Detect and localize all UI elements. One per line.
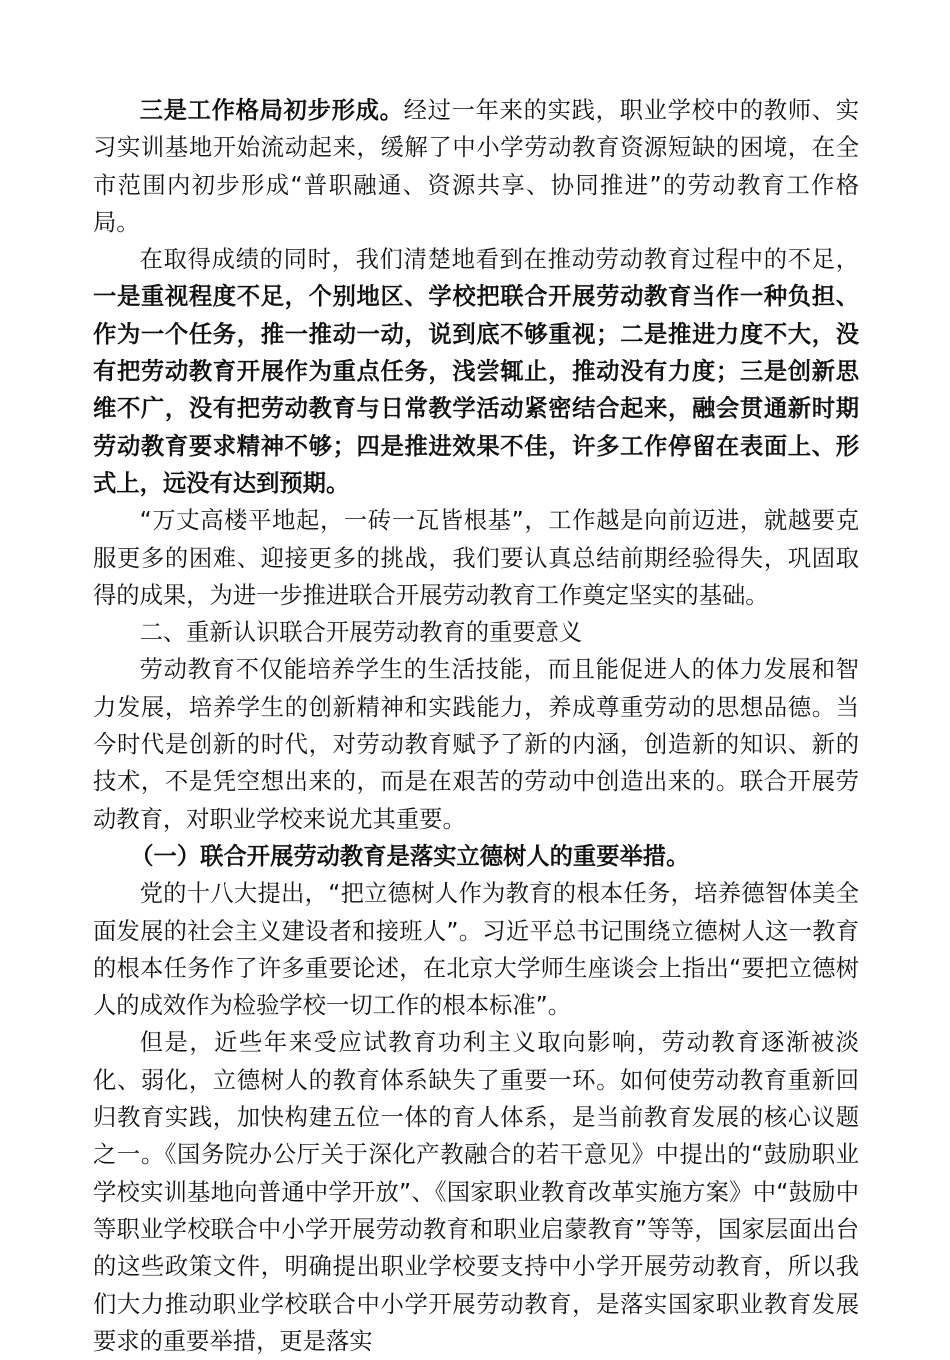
paragraph-foundation bbox=[93, 502, 859, 614]
paragraph-text: 在取得成绩的同时，我们清楚地看到在推动劳动教育过程中的不足， bbox=[139, 246, 859, 274]
heading-text: 二、重新认识联合开展劳动教育的重要意义 bbox=[139, 619, 583, 647]
paragraph-text: 经过一年来的实践，职业学校中的教师、实习实训基地开始流动起来，缓解了中小学劳动教育资源短缺的困境，在全市范围内初步形成“普职融通、资源共享、协同推进”的劳动教育工作格局。 bbox=[93, 97, 860, 236]
document-body bbox=[93, 92, 859, 1360]
paragraph-eighteenth-congress bbox=[93, 875, 859, 1024]
subsection-heading bbox=[93, 838, 859, 875]
paragraph-shortcomings bbox=[93, 241, 859, 502]
subheading-text: （一）联合开展劳动教育是落实立德树人的重要举措。 bbox=[130, 842, 690, 870]
bold-lead-text: 三是工作格局初步形成。 bbox=[139, 97, 404, 124]
paragraph-text: 党的十八大提出，“把立德树人作为教育的根本任务，培养德智体美全面发展的社会主义建设者和接班人”。习近平总书记围绕立德树人这一教育的根本任务作了许多重要论述，在北京大学师生座谈会上指出“要把立德树人的成效作为检验学校一切工作的根本标准”。 bbox=[93, 880, 859, 1020]
paragraph-significance bbox=[93, 651, 859, 837]
paragraph-work-pattern bbox=[93, 92, 859, 241]
paragraph-policy bbox=[93, 1024, 859, 1360]
paragraph-text: “万丈高楼平地起，一砖一瓦皆根基”，工作越是向前迈进，就越要克服更多的困难、迎接更多的挑战，我们要认真总结前期经验得失，巩固取得的成果，为进一步推进联合开展劳动教育工作奠定坚实的基础。 bbox=[93, 507, 859, 609]
paragraph-text: 但是，近些年来受应试教育功利主义取向影响，劳动教育逐渐被淡化、弱化，立德树人的教育体系缺失了重要一环。如何使劳动教育重新回归教育实践，加快构建五位一体的育人体系，是当前教育发展的核心议题之一。《国务院办公厅关于深化产教融合的若干意见》中提出的“鼓励职业学校实训基地向普通中学开放”、《国家职业教育改革实施方案》中“鼓励中等职业学校联合中小学开展劳动教育和职业启蒙教育”等等，国家层面出台的这些政策文件，明确提出职业学校要支持中小学开展劳动教育，所以我们大力推动职业学校联合中小学开展劳动教育，是落实国家职业教育发展要求的重要举措，更是落实 bbox=[93, 1029, 859, 1355]
paragraph-text: 劳动教育不仅能培养学生的生活技能，而且能促进人的体力发展和智力发展，培养学生的创新精神和实践能力，养成尊重劳动的思想品德。当今时代是创新的时代，对劳动教育赋予了新的内涵，创造新的知识、新的技术，不是凭空想出来的，而是在艰苦的劳动中创造出来的。联合开展劳动教育，对职业学校来说尤其重要。 bbox=[93, 656, 859, 833]
bold-shortcomings-text: 一是重视程度不足，个别地区、学校把联合开展劳动教育当作一种负担、作为一个任务，推一推动一动，说到底不够重视；二是推进力度不大，没有把劳动教育开展作为重点任务，浅尝辄止，推动没有力度；三是创新思维不广，没有把劳动教育与日常教学活动紧密结合起来，融会贯通新时期劳动教育要求精神不够；四是推进效果不佳，许多工作停留在表面上、形式上，远没有达到预期。 bbox=[93, 283, 859, 497]
section-heading bbox=[93, 614, 859, 651]
